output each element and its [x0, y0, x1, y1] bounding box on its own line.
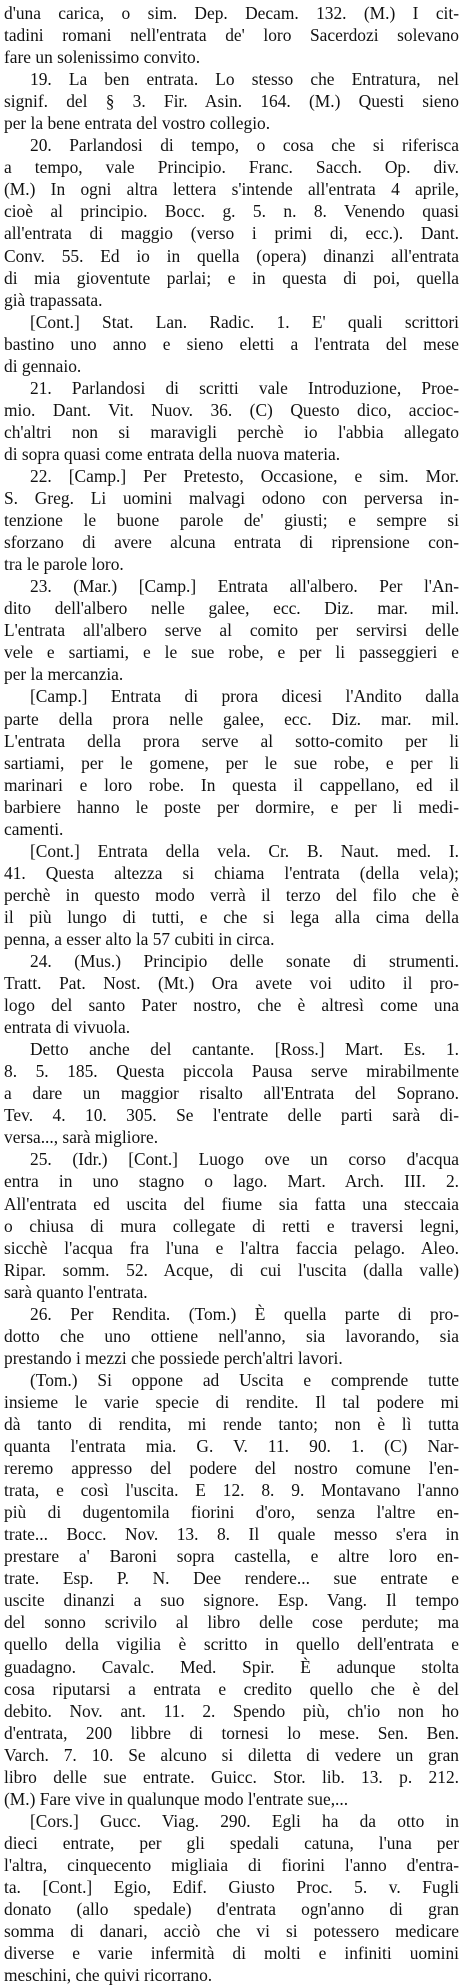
- text-line: Tratt. Pat. Nost. (Mt.) Ora avete voi udito il pro-: [4, 973, 459, 994]
- text-line: per la bene entrata del vostro collegio.: [4, 113, 271, 134]
- text-line: quello della vigilia è scritto in quello dell'entrata e: [4, 1634, 459, 1655]
- text-line: di mia gioventute parlai; e in questa di poi, quella: [4, 267, 459, 288]
- text-line: insieme le varie specie di rendite. Il tal podere mi: [4, 1391, 459, 1412]
- text-line: quanta l'entrata mia. G. V. 11. 90. 1. (C) Nar-: [4, 1436, 459, 1457]
- text-line: logo del santo Pater nostro, che è altresì come una: [4, 995, 459, 1016]
- text-line: all'entrata di maggio (verso i primi di, ecc.). Dant.: [4, 223, 459, 244]
- text-line: guadagno. Cavalc. Med. Spir. È adunque stolta: [4, 1656, 459, 1677]
- text-line: meschini, che quivi ricorrano.: [4, 1965, 213, 1986]
- text-line: già trapassata.: [4, 289, 103, 310]
- text-line: penna, a esser alto la 57 cubiti in circa.: [4, 928, 275, 949]
- text-line: 22. [Camp.] Per Pretesto, Occasione, e sim. Mor.: [30, 465, 459, 486]
- text-line: debito. Nov. ant. 11. 2. Spendo più, ch'io non ho: [4, 1700, 459, 1721]
- text-line: Conv. 55. Ed io in quella (opera) dinanzi all'entrata: [4, 245, 459, 266]
- text-line: trate... Bocc. Nov. 13. 8. Il quale messo s'era in: [4, 1524, 459, 1545]
- text-line: prestando i mezzi che possiede perch'altri lavori.: [4, 1347, 343, 1368]
- text-line: All'entrata ed uscita del fiume sia fatta una steccaia: [4, 1193, 459, 1214]
- text-line: perchè in questo modo verrà il terzo del filo che è: [4, 884, 459, 905]
- text-line: Tev. 4. 10. 305. Se l'entrate delle parti sarà di-: [4, 1105, 459, 1126]
- text-line: d'una carica, o sim. Dep. Decam. 132. (M.) I cit-: [4, 3, 459, 23]
- text-line: 8. 5. 185. Questa piccola Pausa serve mirabilmente: [4, 1061, 459, 1082]
- text-line: [Camp.] Entrata di prora dicesi l'Andito dalla: [30, 686, 459, 707]
- text-line: tra le parole loro.: [4, 554, 124, 575]
- text-line: mio. Dant. Vit. Nuov. 36. (C) Questo dico, accioc-: [4, 399, 459, 420]
- text-line: 21. Parlandosi di scritti vale Introduzione, Proe-: [30, 377, 459, 398]
- text-line: diverse e varie infermità di molti e infiniti uomini: [4, 1943, 459, 1964]
- text-line: [Cors.] Gucc. Viag. 290. Egli ha da otto in: [30, 1810, 459, 1831]
- text-line: libro delle sue entrate. Guicc. Stor. lib. 13. p. 212.: [4, 1766, 459, 1787]
- text-line: 19. La ben entrata. Lo stesso che Entratura, nel: [30, 69, 459, 90]
- text-line: dà tanto di rendita, mi rende tanto; non è lì tutta: [4, 1414, 459, 1434]
- text-line: l'altra, cinquecento migliaia di fiorini l'anno d'entra-: [4, 1854, 459, 1875]
- text-line: vele e sartiami, e le sue robe, e per li passeggieri e: [4, 642, 459, 663]
- text-line: 25. (Idr.) [Cont.] Luogo ove un corso d'acqua: [30, 1149, 459, 1170]
- text-line: somma di danari, acciò che vi si potessero medicare: [4, 1921, 459, 1942]
- text-line: (M.) In ogni altra lettera s'intende all'entrata 4 aprile,: [4, 179, 459, 200]
- text-line: 41. Questa altezza si chiama l'entrata (della vela);: [4, 862, 459, 883]
- text-line: più di dugentomila fiorini d'oro, senza l'altre en-: [4, 1502, 459, 1523]
- text-line: [Cont.] Stat. Lan. Radic. 1. E' quali scrittori: [30, 311, 459, 332]
- text-line: d'entrata, 200 libbre di tornesi lo mese. Sen. Ben.: [4, 1722, 459, 1743]
- text-line: Ripar. somm. 52. Acque, di cui l'uscita (dalla valle): [4, 1259, 459, 1280]
- text-line: camenti.: [4, 818, 64, 839]
- text-line: (Tom.) Si oppone ad Uscita e comprende tutte: [30, 1369, 459, 1390]
- text-line: di sopra quasi come entrata della nuova materia.: [4, 443, 341, 464]
- text-line: uscite dinanzi a suo signore. Esp. Vang. Il tempo: [4, 1590, 459, 1611]
- text-line: versa..., sarà migliore.: [4, 1127, 159, 1148]
- text-line: 26. Per Rendita. (Tom.) È quella parte di pro-: [30, 1303, 459, 1324]
- text-line: del sonno scrivilo al libro delle cose perdute; ma: [4, 1612, 459, 1633]
- text-line: 23. (Mar.) [Camp.] Entrata all'albero. Per l'An-: [30, 576, 459, 597]
- text-line: cioè al principio. Bocc. g. 5. n. 8. Venendo quasi: [4, 201, 459, 222]
- text-line: sartiami, per le gomene, per le sue robe, e per li: [4, 752, 459, 773]
- text-line: (M.) Fare vive in qualunque modo l'entrate sue,...: [4, 1788, 349, 1809]
- text-line: a tempo, vale Principio. Franc. Sacch. Op. div.: [4, 157, 459, 178]
- text-line: trate. Esp. P. N. Dee rendere... sue entrate e: [4, 1568, 459, 1589]
- text-line: S. Greg. Li uomini malvagi odono con perversa in-: [4, 488, 459, 509]
- text-line: dotto che uno ottiene nell'anno, sia lavorando, sia: [4, 1325, 459, 1346]
- text-line: entra in uno stagno o lago. Mart. Arch. III. 2.: [4, 1171, 459, 1192]
- text-line: entrata di vivuola.: [4, 1017, 131, 1038]
- text-line: signif. del § 3. Fir. Asin. 164. (M.) Questi sieno: [4, 91, 459, 112]
- text-line: barbiere hanno le poste per dormire, e per li medi-: [4, 796, 459, 817]
- text-line: sicchè l'acqua fra l'una e l'altra faccia pelago. Aleo.: [4, 1237, 459, 1258]
- text-line: bastino uno anno e sieno eletti a l'entrata del mese: [4, 333, 459, 354]
- text-line: Varch. 7. 10. Se alcuno si diletta di vedere un gran: [4, 1744, 459, 1765]
- text-line: marinari e loro robe. In questa il cappellano, ed il: [4, 774, 459, 795]
- text-line: o chiusa di mura collegate di retti e traversi legni,: [4, 1215, 459, 1236]
- text-line: prestare a' Baroni sopra castella, e altre loro en-: [4, 1546, 459, 1567]
- text-line: ch'altri non si maravigli perchè io l'abbia allegato: [4, 421, 459, 442]
- text-line: cosa riputarsi a entrata e credito quello che è del: [4, 1678, 459, 1699]
- text-line: L'entrata della prora serve al sotto-comito per li: [4, 730, 459, 751]
- text-line: il più lungo di tutti, e che si lega alla cima della: [4, 906, 459, 927]
- text-line: dito dell'albero nelle galee, ecc. Diz. mar. mil.: [4, 598, 459, 619]
- text-line: dieci entrate, per gli spedali catuna, l'una per: [4, 1832, 459, 1853]
- text-line: di gennaio.: [4, 355, 82, 376]
- text-line: donato (allo spedale) d'entrata ogn'anno di gran: [4, 1899, 459, 1920]
- text-line: [Cont.] Entrata della vela. Cr. B. Naut. med. I.: [30, 840, 459, 861]
- text-line: per la mercanzia.: [4, 664, 124, 685]
- text-line: tenzione le buone parole de' giusti; e sempre si: [4, 510, 459, 531]
- text-line: sarà quanto l'entrata.: [4, 1281, 148, 1302]
- text-line: sforzano di avere alcuna entrata di riprensione con-: [4, 532, 459, 553]
- text-line: ta. [Cont.] Egio, Edif. Giusto Proc. 5. v. Fugli: [4, 1876, 459, 1897]
- text-line: fare un solenissimo convito.: [4, 47, 201, 68]
- text-line: a dare un maggior risalto all'Entrata del Soprano.: [4, 1083, 459, 1104]
- text-line: L'entrata all'albero serve al comito per servirsi delle: [4, 620, 459, 641]
- text-line: 24. (Mus.) Principio delle sonate di strumenti.: [30, 951, 459, 972]
- text-line: 20. Parlandosi di tempo, o cosa che si riferisca: [30, 135, 459, 156]
- text-line: reremo appresso del podere del nostro comune l'en-: [4, 1458, 459, 1479]
- text-line: Detto anche del cantante. [Ross.] Mart. Es. 1.: [30, 1039, 459, 1060]
- text-line: tadini romani nell'entrata de' loro Sacerdozi solevano: [4, 25, 459, 46]
- text-line: parte della prora nelle galee, ecc. Diz. mar. mil.: [4, 708, 459, 729]
- text-line: trata, e così l'uscita. E 12. 8. 9. Montavano l'anno: [4, 1480, 459, 1501]
